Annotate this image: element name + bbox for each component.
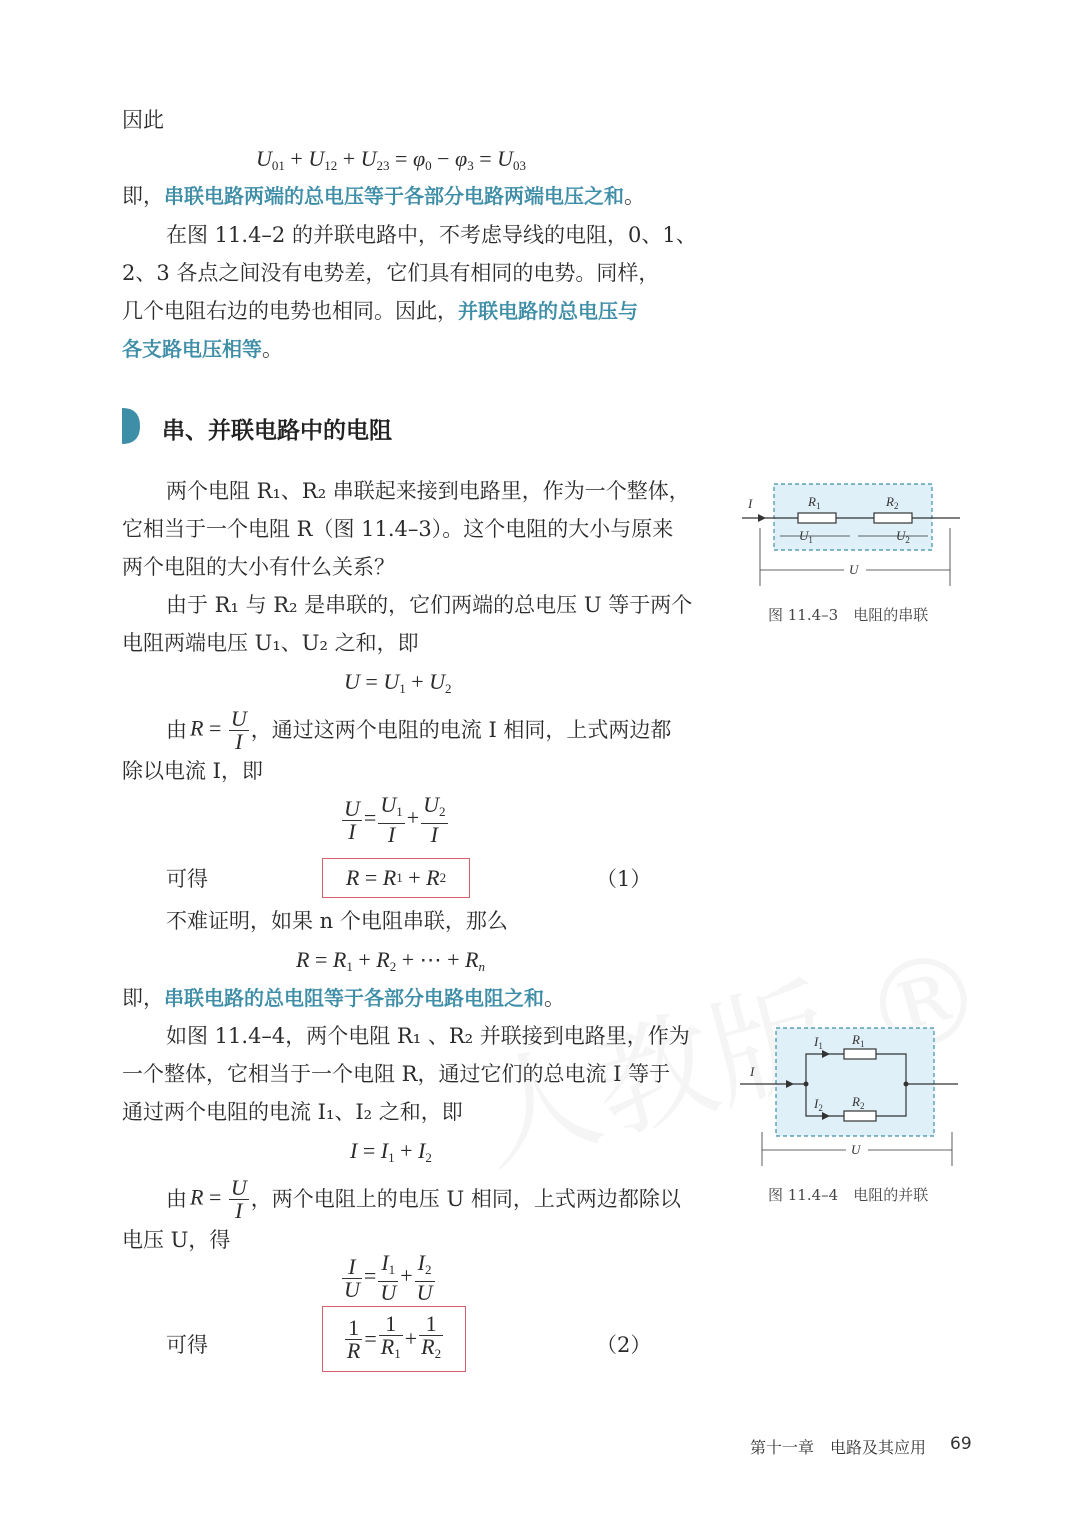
svg-text:U: U — [851, 1142, 861, 1157]
svg-text:I1: $I_1$ — [814, 1034, 823, 1051]
paragraph-parallel-intro-line2: 一个整体，它相当于一个电阻 R，通过它们的总电流 I 等于 — [122, 1062, 671, 1086]
paragraph-parallel-intro-line1: 如图 11.4–4，两个电阻 R₁ 、R₂ 并联接到电路里，作为 — [166, 1024, 690, 1048]
paragraph-n-resistors: 不难证明，如果 n 个电阻串联，那么 — [166, 909, 508, 933]
label-current: I — [748, 496, 753, 511]
paragraph-series-resistance-conclusion: 即，串联电路的总电阻等于各部分电路电阻之和。 — [122, 986, 565, 1010]
equation-i-sum: $I = I_1 + I_2$ — [350, 1138, 432, 1165]
equation-number-2: （2） — [596, 1333, 652, 1357]
label-result-1: 可得 — [166, 867, 208, 891]
paragraph-series-intro-line2: 它相当于一个电阻 R（图 11.4–3）。这个电阻的大小与原来 — [122, 517, 674, 541]
equation-i-over-u: $\frac{I}{U}$ = $\frac{I_1}{U}$ + $\frac{I_2}{U}$ — [344, 1250, 433, 1305]
paragraph-ohm-parallel-line2: 电压 U，得 — [122, 1228, 231, 1252]
svg-text:R1: $R_1$ — [852, 1032, 865, 1049]
svg-text:I2: $I_2$ — [814, 1096, 823, 1113]
svg-text:R2: $R_2$ — [886, 494, 899, 511]
figure-series-circuit — [736, 478, 966, 590]
paragraph-ohm-parallel: 由 R = $\frac{U}{I}$ ，两个电阻上的电压 U 相同，上式两边都除以 — [166, 1174, 681, 1223]
svg-text:I: I — [750, 1064, 755, 1079]
highlight-text: 并联电路的总电压与 — [458, 299, 638, 323]
section-title: 串、并联电路中的电阻 — [162, 418, 392, 444]
svg-text:U2: $U_2$ — [896, 528, 910, 545]
paragraph-parallel-voltage-line3: 几个电阻右边的电势也相同。因此，并联电路的总电压与 — [122, 299, 638, 323]
section-marker-icon — [122, 408, 140, 444]
paragraph-series-voltage-line2: 电阻两端电压 U₁、U₂ 之和，即 — [122, 631, 419, 655]
paragraph-ohm-series: 由 R = $\frac{U}{I}$ ，通过这两个电阻的电流 I 相同，上式两边都 — [166, 705, 672, 754]
equation-n-series: $R = R_1 + R_2$ + ⋯ + $R_n$ — [296, 947, 485, 974]
paragraph-series-intro-line3: 两个电阻的大小有什么关系？ — [122, 555, 395, 579]
svg-text:U: U — [849, 562, 859, 577]
boxed-equation-series-resistance: R = R 1 + R 2 — [322, 858, 470, 898]
highlight-text: 串联电路两端的总电压等于各部分电路两端电压之和 — [164, 184, 624, 208]
paragraph-series-voltage-line1: 由于 R₁ 与 R₂ 是串联的，它们两端的总电压 U 等于两个 — [166, 593, 693, 617]
svg-text:R2: $R_2$ — [852, 1094, 865, 1111]
figure-parallel-circuit — [736, 1024, 966, 1170]
paragraph-parallel-voltage-line4: 各支路电压相等。 — [122, 337, 283, 361]
paragraph-parallel-intro-line3: 通过两个电阻的电流 I₁、I₂ 之和，即 — [122, 1100, 463, 1124]
equation-number-1: （1） — [596, 867, 652, 891]
caption-figure-series: 图 11.4–3 电阻的串联 — [768, 606, 929, 624]
paragraph-series-intro-line1: 两个电阻 R₁、R₂ 串联起来接到电路里，作为一个整体， — [166, 479, 690, 503]
highlight-text: 各支路电压相等 — [122, 337, 262, 361]
boxed-equation-parallel-resistance: $\frac{1}{R}$ = $\frac{1}{R_1}$ + $\frac{1}{R_2}$ — [322, 1306, 466, 1372]
label-result-2: 可得 — [166, 1333, 208, 1357]
equation-voltage-sum: $U_{01} + U_{12} + U_{23} = \varphi_0 - \varphi_3 = U_{03}$ — [256, 146, 527, 173]
paragraph-therefore: 因此 — [122, 108, 164, 132]
paragraph-parallel-voltage-line2: 2、3 各点之间没有电势差，它们具有相同的电势。同样， — [122, 261, 660, 285]
page-number: 69 — [950, 1434, 972, 1454]
svg-text:R1: $R_1$ — [808, 494, 821, 511]
highlight-text: 串联电路的总电阻等于各部分电路电阻之和 — [164, 986, 544, 1010]
equation-u-over-i: $\frac{U}{I}$ = $\frac{U_1}{I}$ + $\frac{U_2}{I}$ — [344, 792, 446, 847]
svg-text:U1: $U_1$ — [799, 528, 813, 545]
caption-figure-parallel: 图 11.4–4 电阻的并联 — [768, 1186, 929, 1204]
paragraph-series-voltage-conclusion: 即，串联电路两端的总电压等于各部分电路两端电压之和。 — [122, 184, 645, 208]
footer-chapter: 第十一章 电路及其应用 — [750, 1438, 927, 1457]
equation-u-sum: $U = U_1 + U_2$ — [344, 669, 452, 696]
paragraph-parallel-voltage-line1: 在图 11.4–2 的并联电路中，不考虑导线的电阻，0、1、 — [166, 223, 697, 247]
paragraph-ohm-series-line2: 除以电流 I，即 — [122, 759, 263, 783]
